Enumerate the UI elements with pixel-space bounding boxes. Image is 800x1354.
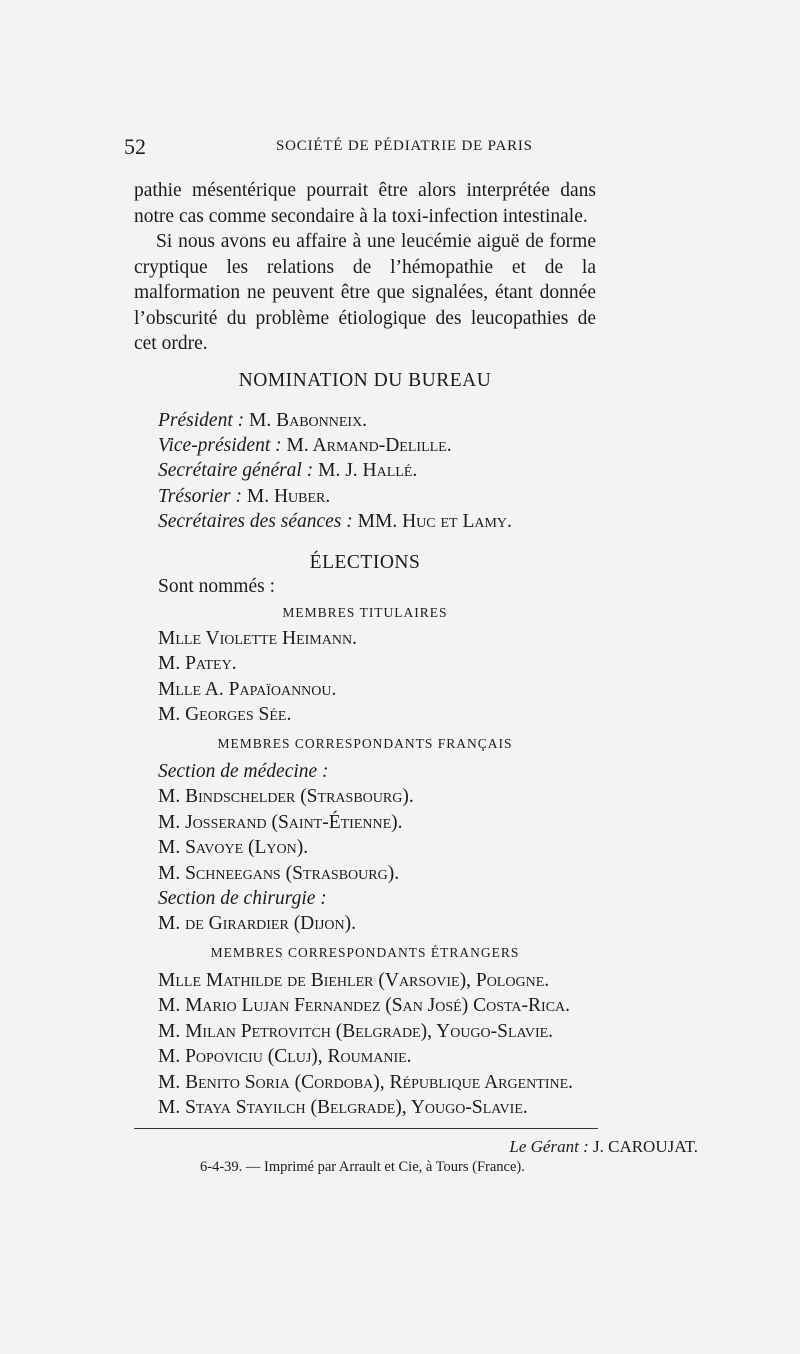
paragraph: Si nous avons eu affaire à une leucémie aiguë de forme cryptique les relations de l’hémopathie et de la malformation ne peuvent être que signalées, étant donnée l’obscurité du problème étiologique des leucopathies de cet ordre. [134,231,596,354]
list-item: M. de Girardier (Dijon). [158,913,356,935]
elections-intro: Sont nommés : [158,576,276,597]
section-heading-elections: ÉLECTIONS [309,552,421,573]
list-item: Mlle A. Papaïoannou. [158,678,337,700]
role-label: Président : [158,410,245,431]
list-item [158,408,598,433]
role-label: Secrétaires des séances : [158,510,353,532]
role-label: Vice-président : [158,435,282,457]
footer-divider [134,1128,598,1129]
list-item: M. Savoye (Lyon). [158,837,309,859]
bureau-list [158,408,598,534]
list-item: M. Josserand (Saint-Étienne). [158,811,403,833]
gerant-line [480,1137,698,1157]
gerant-label: Le Gérant : [509,1137,589,1156]
list-item: M. Patey. [158,653,237,675]
list-item: M. Milan Petrovitch (Belgrade), Yougo-Slavie. [158,1020,554,1042]
running-title: SOCIÉTÉ DE PÉDIATRIE DE PARIS [276,138,533,154]
section-heading-bureau: NOMINATION DU BUREAU [238,370,492,391]
list-item: M. Mario Lujan Fernandez (San José) Costa-Rica. [158,995,571,1017]
page-number: 52 [124,134,146,159]
list-item: M. Benito Soria (Cordoba), République Argentine. [158,1071,574,1093]
correspondants-etrangers-list [158,968,618,1120]
person-name: M. J. Hallé. [318,460,418,482]
list-item: M. Staya Stayilch (Belgrade), Yougo-Slavie. [158,1097,528,1119]
list-item: M. Bindschelder (Strasbourg). [158,786,414,808]
person-name: MM. Huc et Lamy. [357,510,512,532]
list-item [158,458,598,483]
page-header [124,134,594,160]
subheading-correspondants-francais: MEMBRES CORRESPONDANTS FRANÇAIS [217,736,513,751]
list-item: Mlle Violette Heimann. [158,628,357,649]
list-item: M. Schneegans (Strasbourg). [158,862,400,884]
imprint-line: 6-4-39. — Imprimé par Arrault et Cie, à Tours (France). [200,1159,525,1175]
correspondants-francais-list [158,759,618,937]
person-name: M. Babonneix. [248,410,368,431]
person-name: M. Huber. [246,485,331,507]
section-label: Section de chirurgie : [158,888,327,910]
list-item [158,484,598,509]
role-label: Secrétaire général : [158,460,314,482]
section-label: Section de médecine : [158,761,329,782]
paragraph: pathie mésentérique pourrait être alors interprétée dans notre cas comme secondaire à la toxi-infection intestinale. [134,180,596,227]
role-label: Trésorier : [158,485,242,507]
list-item: Mlle Mathilde de Biehler (Varsovie), Pologne. [158,970,550,991]
list-item: M. Popoviciu (Cluj), Roumanie. [158,1046,412,1068]
body-text [134,178,596,357]
subheading-titulaires: MEMBRES TITULAIRES [282,605,448,620]
list-item [158,433,598,458]
titulaires-list [158,626,618,728]
list-item [158,509,598,534]
person-name: M. Armand-Delille. [286,435,452,457]
subheading-correspondants-etrangers: MEMBRES CORRESPONDANTS ÉTRANGERS [210,945,520,960]
gerant-name: J. CAROUJAT. [592,1137,698,1156]
list-item: M. Georges Sée. [158,704,292,726]
